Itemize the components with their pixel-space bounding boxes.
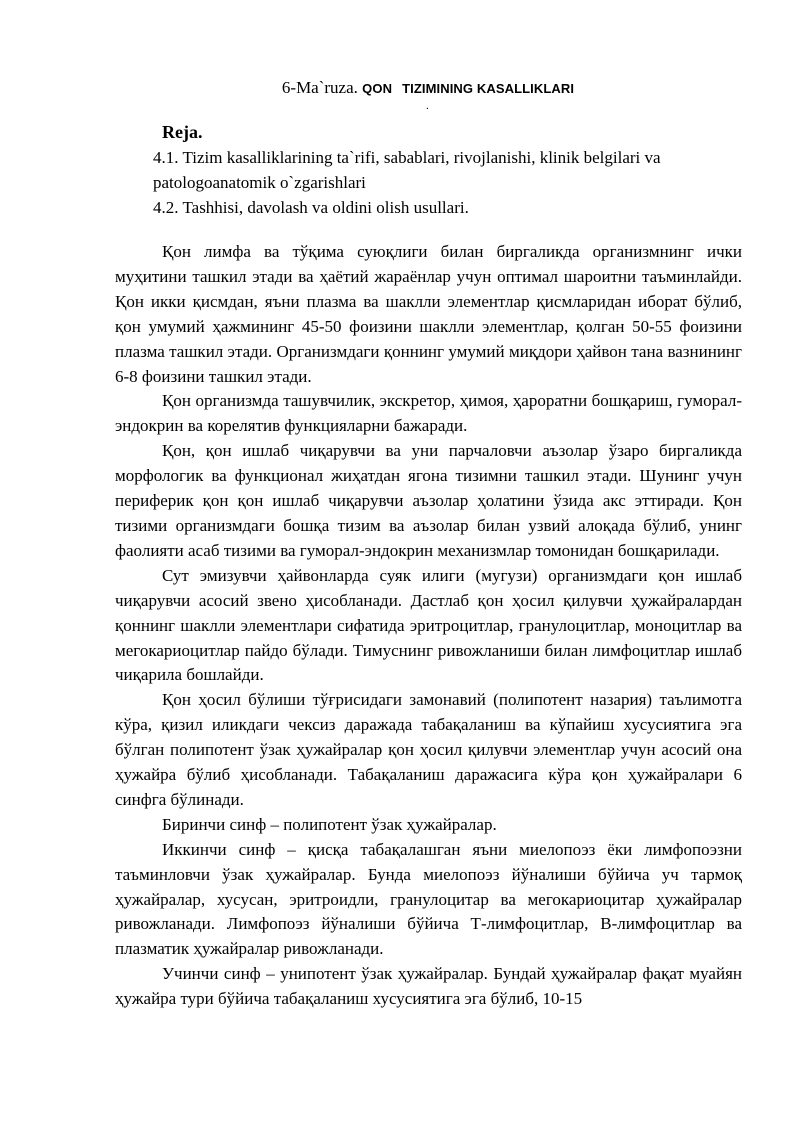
- plan-item-number: 4.2.: [153, 198, 179, 217]
- lecture-body: [115, 240, 742, 1012]
- plan-item-text: Tashhisi, davolash va oldini olish usullari.: [182, 198, 469, 217]
- plan-item-1: [115, 146, 740, 195]
- plan-item-number: 4.1.: [153, 148, 179, 167]
- lecture-topic-part1: QON: [362, 81, 393, 96]
- paragraph: Учинчи синф – унипотент ўзак ҳужайралар. Бундай ҳужайралар фақат муайян ҳужайра тури бўйича табақаланиш хусусиятига эга бўлиб, 10-15: [115, 964, 742, 1009]
- plan-item-text: Tizim kasalliklarining ta`rifi, sabablari, rivojlanishi, klinik belgilari va patologoanatomik o`zgarishlari: [153, 148, 661, 192]
- paragraph: Сут эмизувчи ҳайвонларда суяк илиги (мугузи) организмдаги қон ишлаб чиқарувчи асосий звено ҳисобланади. Дастлаб қон ҳосил қилувчи ҳужайралардан қоннинг шаклли элементлари сифатида эритроцитлар, гранулоцитлар, моноцитлар ва мегокариоцитлар пайдо бўлади. Тимуснинг ривожланиши билан лимфоцитлар ишлаб чиқарила бошлайди.: [115, 565, 742, 685]
- title-dot: .: [426, 100, 429, 112]
- lecture-topic-part2: TIZIMINING KASALLIKLARI: [402, 81, 575, 96]
- paragraph: Қон, қон ишлаб чиқарувчи ва уни парчаловчи аъзолар ўзаро биргаликда морфологик ва функционал жиҳатдан ягона тизимни ташкил этади. Шунинг учун периферик қон қон ишлаб чиқарувчи аъзолар ҳолатини ўзида акс эттиради. Қон тизими организмдаги бошқа тизим ва аъзолар билан узвий алоқада бўлиб, унинг фаолияти асаб тизими ва гуморал-эндокрин механизмлар томонидан бошқарилади.: [115, 441, 742, 560]
- paragraph: Қон организмда ташувчилик, экскретор, ҳимоя, ҳароратни бошқариш, гуморал-эндокрин ва корелятив функцияларни бажаради.: [115, 391, 742, 436]
- lecture-prefix: 6-Ma`ruza.: [281, 78, 358, 97]
- paragraph: Қон лимфа ва тўқима суюқлиги билан биргаликда организмнинг ички муҳитини ташкил этади ва ҳаётий жараёнлар учун оптимал шароитни таъминлайди. Қон икки қисмдан, яъни плазма ва шаклли элементлар қисмларидан иборат бўлиб, қон умумий ҳажмининг 45-50 фоизини шаклли элементлар, қолган 50-55 фоизини плазма ташкил этади. Организмдаги қоннинг умумий миқдори ҳайвон тана вазнининг 6-8 фоизини ташкил этади.: [115, 242, 742, 386]
- paragraph: Биринчи синф – полипотент ўзак ҳужайралар.: [162, 814, 497, 834]
- paragraph: Иккинчи синф – қисқа табақалашган яъни миелопоэз ёки лимфопоэзни таъминловчи ўзак ҳужайралар. Бунда миелопоэз йўналиши бўйича уч тармоқ ҳужайралар, хусусан, эритроидли, гранулоцитар ва мегокариоцитар ҳужайралар ривожланади. Лимфопоэз йўналиши бўйича Т-лимфоцитлар, В-лимфоцитлар ва плазматик ҳужайралар ривожланади.: [115, 839, 742, 959]
- plan-heading: Reja.: [162, 122, 203, 142]
- plan-item-2: [115, 196, 740, 221]
- paragraph: Қон ҳосил бўлиши тўғрисидаги замонавий (полипотент назария) таълимотга кўра, қизил иликдаги чексиз даражада табақаланиш ва кўпайиш хусусиятига эга бўлган полипотент ўзак ҳужайралар қон ҳосил қилувчи элементлар учун асосий она ҳужайра бўлиб ҳисобланади. Табақаланиш даражасига кўра қон ҳужайралари 6 синфга бўлинади.: [115, 690, 742, 809]
- lecture-title: [0, 77, 800, 100]
- lecture-topic: [362, 81, 574, 96]
